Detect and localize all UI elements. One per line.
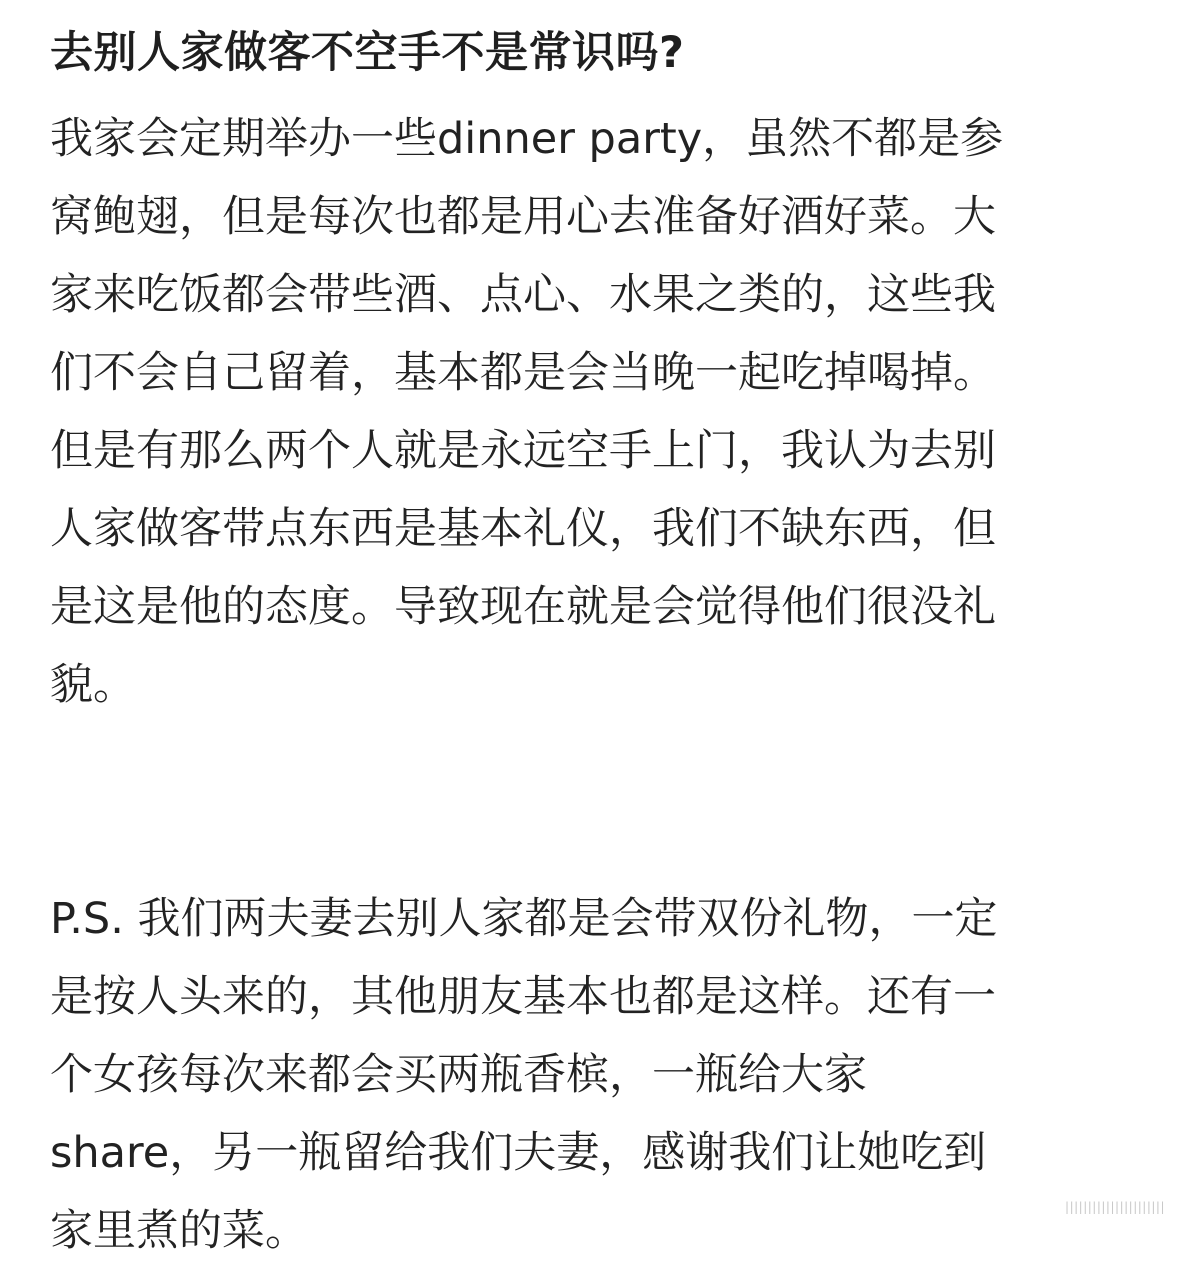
ps-line: 家里煮的菜。 (50, 1206, 308, 1256)
body-line: 窝鲍翅，但是每次也都是用心去准备好酒好菜。大 (50, 192, 996, 242)
watermark: |||||||||||||||||||||| (1065, 1200, 1165, 1214)
ps-line: P.S. 我们两夫妻去别人家都是会带双份礼物，一定 (50, 894, 998, 944)
ps-line: 个女孩每次来都会买两瓶香槟，一瓶给大家 (50, 1050, 867, 1100)
body-line: 我家会定期举办一些dinner party，虽然不都是参 (50, 114, 1004, 164)
body-line: 是这是他的态度。导致现在就是会觉得他们很没礼 (50, 582, 996, 632)
ps-line: share，另一瓶留给我们夫妻，感谢我们让她吃到 (50, 1128, 987, 1178)
body-line: 家来吃饭都会带些酒、点心、水果之类的，这些我 (50, 270, 996, 320)
body-line: 们不会自己留着，基本都是会当晚一起吃掉喝掉。 (50, 348, 996, 398)
post-title: 去别人家做客不空手不是常识吗? (50, 28, 685, 78)
paragraph-spacer (50, 802, 1130, 880)
ps-line: 是按人头来的，其他朋友基本也都是这样。还有一 (50, 972, 996, 1022)
body-line: 人家做客带点东西是基本礼仪，我们不缺东西，但 (50, 504, 996, 554)
paragraph-spacer (50, 724, 1130, 802)
post-body (50, 100, 1130, 1270)
body-line: 貌。 (50, 660, 136, 710)
post-content (50, 0, 1130, 1270)
body-line: 但是有那么两个人就是永远空手上门，我认为去别 (50, 426, 996, 476)
